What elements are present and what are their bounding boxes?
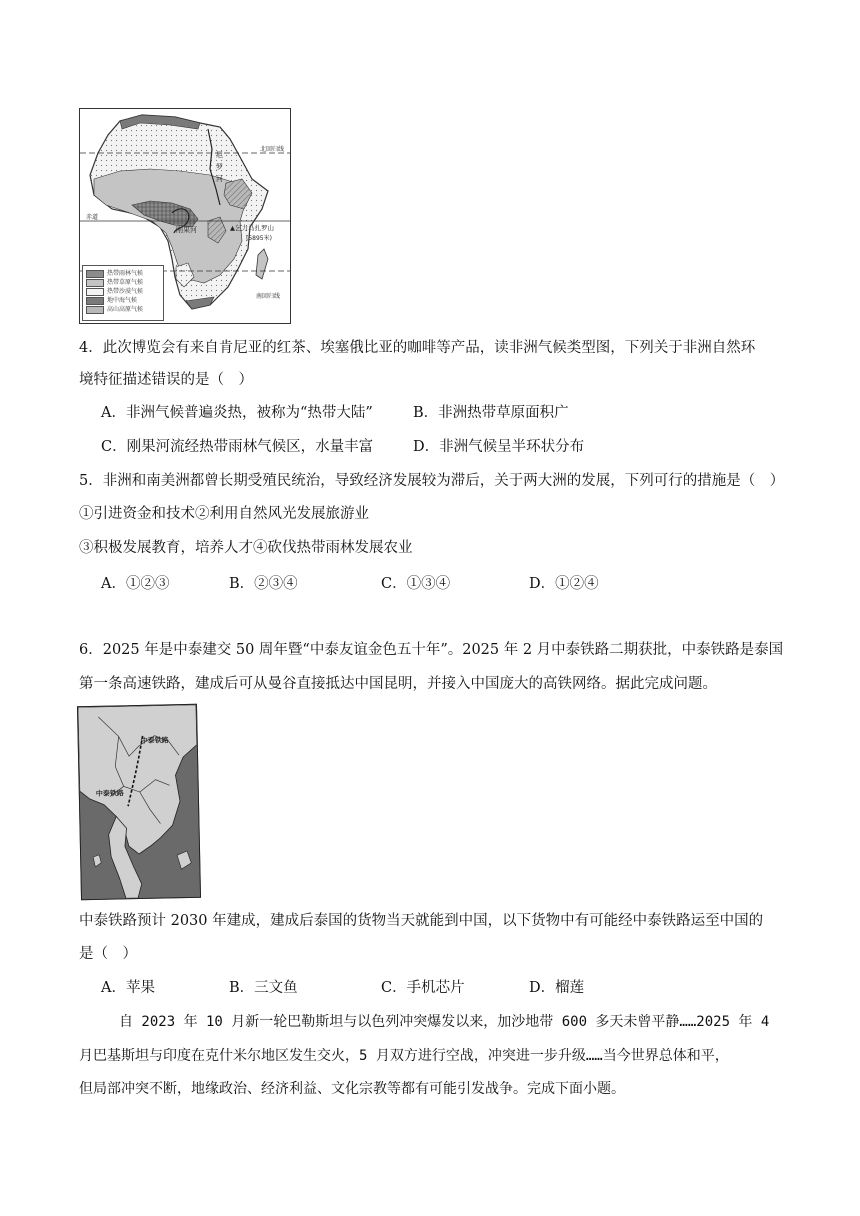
q6-intro-line1: 6．2025 年是中泰建交 50 周年暨“中泰友谊金色五十年”。2025 年 2 月中泰铁路二期获批，中泰铁路是泰国: [79, 642, 784, 658]
legend-swatch: [86, 306, 104, 314]
legend-label: 热带雨林气候: [107, 270, 144, 277]
equator-label: 赤道: [86, 214, 99, 221]
africa-climate-map: [79, 108, 291, 324]
q5-statements-2: ③积极发展教育，培养人才④砍伐热带雨林发展农业: [79, 540, 413, 556]
sea-map-graphic: [78, 705, 200, 899]
legend-row-rainforest: [83, 269, 163, 278]
nile-label: 尼罗河: [216, 151, 223, 183]
china-thailand-railway-map: [77, 704, 201, 900]
legend-label: 高山高原气候: [107, 306, 144, 313]
legend-label: 地中海气候: [107, 297, 138, 304]
passage-line2: 月巴基斯坦与印度在克什米尔地区发生交火，5 月双方进行空战，冲突进一步升级……当今世界总体和平，: [79, 1048, 729, 1064]
kilimanjaro-label: ▲乞力马扎罗山: [230, 224, 274, 232]
q5-stem: 5．非洲和南美洲都曾长期受殖民统治，导致经济发展较为滞后，关于两大洲的发展，下列可行的措施是（ ）: [79, 473, 785, 489]
q6-stem-line1: 中泰铁路预计 2030 年建成，建成后泰国的货物当天就能到中国，以下货物中有可能经中泰铁路运至中国的: [79, 913, 764, 929]
q6-option-c[interactable]: C．手机芯片: [381, 980, 465, 996]
q6-option-a[interactable]: A．苹果: [101, 980, 155, 996]
q4-option-c[interactable]: C．刚果河流经热带雨林气候区，水量丰富: [101, 439, 374, 455]
q5-option-c[interactable]: C．①③④: [381, 576, 451, 592]
legend-label: 热带草原气候: [107, 279, 144, 286]
tropic-north-label: 北回归线: [260, 146, 285, 153]
q4-stem-line2: 境特征描述错误的是（ ）: [79, 372, 253, 388]
legend-swatch: [86, 279, 104, 287]
q5-option-a[interactable]: A．①②③: [101, 576, 170, 592]
climate-legend: [82, 265, 164, 321]
q4-stem-line1: 4．此次博览会有来自肯尼亚的红茶、埃塞俄比亚的咖啡等产品，读非洲气候类型图，下列关于非洲自然环: [79, 340, 756, 356]
legend-row-desert: [83, 287, 163, 296]
congo-label: 刚果河: [176, 226, 197, 234]
tropic-south-label: 南回归线: [256, 293, 281, 300]
legend-swatch: [86, 288, 104, 296]
q4-option-a[interactable]: A．非洲气候普遍炎热，被称为“热带大陆”: [101, 405, 373, 421]
q5-option-d[interactable]: D．①②④: [529, 576, 599, 592]
q6-option-b[interactable]: B．三文鱼: [229, 980, 298, 996]
q4-option-b[interactable]: B．非洲热带草原面积广: [413, 405, 569, 421]
passage-line3: 但局部冲突不断，地缘政治、经济利益、文化宗教等都有可能引发战争。完成下面小题。: [79, 1081, 625, 1097]
legend-swatch: [86, 270, 104, 278]
q6-intro-line2: 第一条高速铁路，建成后可从曼谷直接抵达中国昆明，并接入中国庞大的高铁网络。据此完成问题。: [79, 676, 717, 692]
passage-line1: 自 2023 年 10 月新一轮巴勒斯坦与以色列冲突爆发以来，加沙地带 600 多天未曾平静……2025 年 4: [119, 1014, 770, 1030]
legend-label: 热带沙漠气候: [107, 288, 144, 295]
q6-stem-line2: 是（ ）: [79, 946, 137, 962]
q5-option-b[interactable]: B．②③④: [229, 576, 298, 592]
legend-row-highland: [83, 305, 163, 314]
railway-label-mid: 中泰铁路: [95, 789, 124, 798]
legend-row-mediterranean: [83, 296, 163, 305]
q6-option-d[interactable]: D．榴莲: [529, 980, 585, 996]
kilimanjaro-height: (5895米): [246, 235, 272, 242]
madagascar: [256, 249, 268, 279]
railway-label-top: 中泰铁路: [140, 736, 169, 745]
q4-option-d[interactable]: D．非洲气候呈半环状分布: [413, 439, 585, 455]
legend-row-savanna: [83, 278, 163, 287]
q5-statements-1: ①引进资金和技术②利用自然风光发展旅游业: [79, 506, 369, 522]
legend-swatch: [86, 297, 104, 305]
